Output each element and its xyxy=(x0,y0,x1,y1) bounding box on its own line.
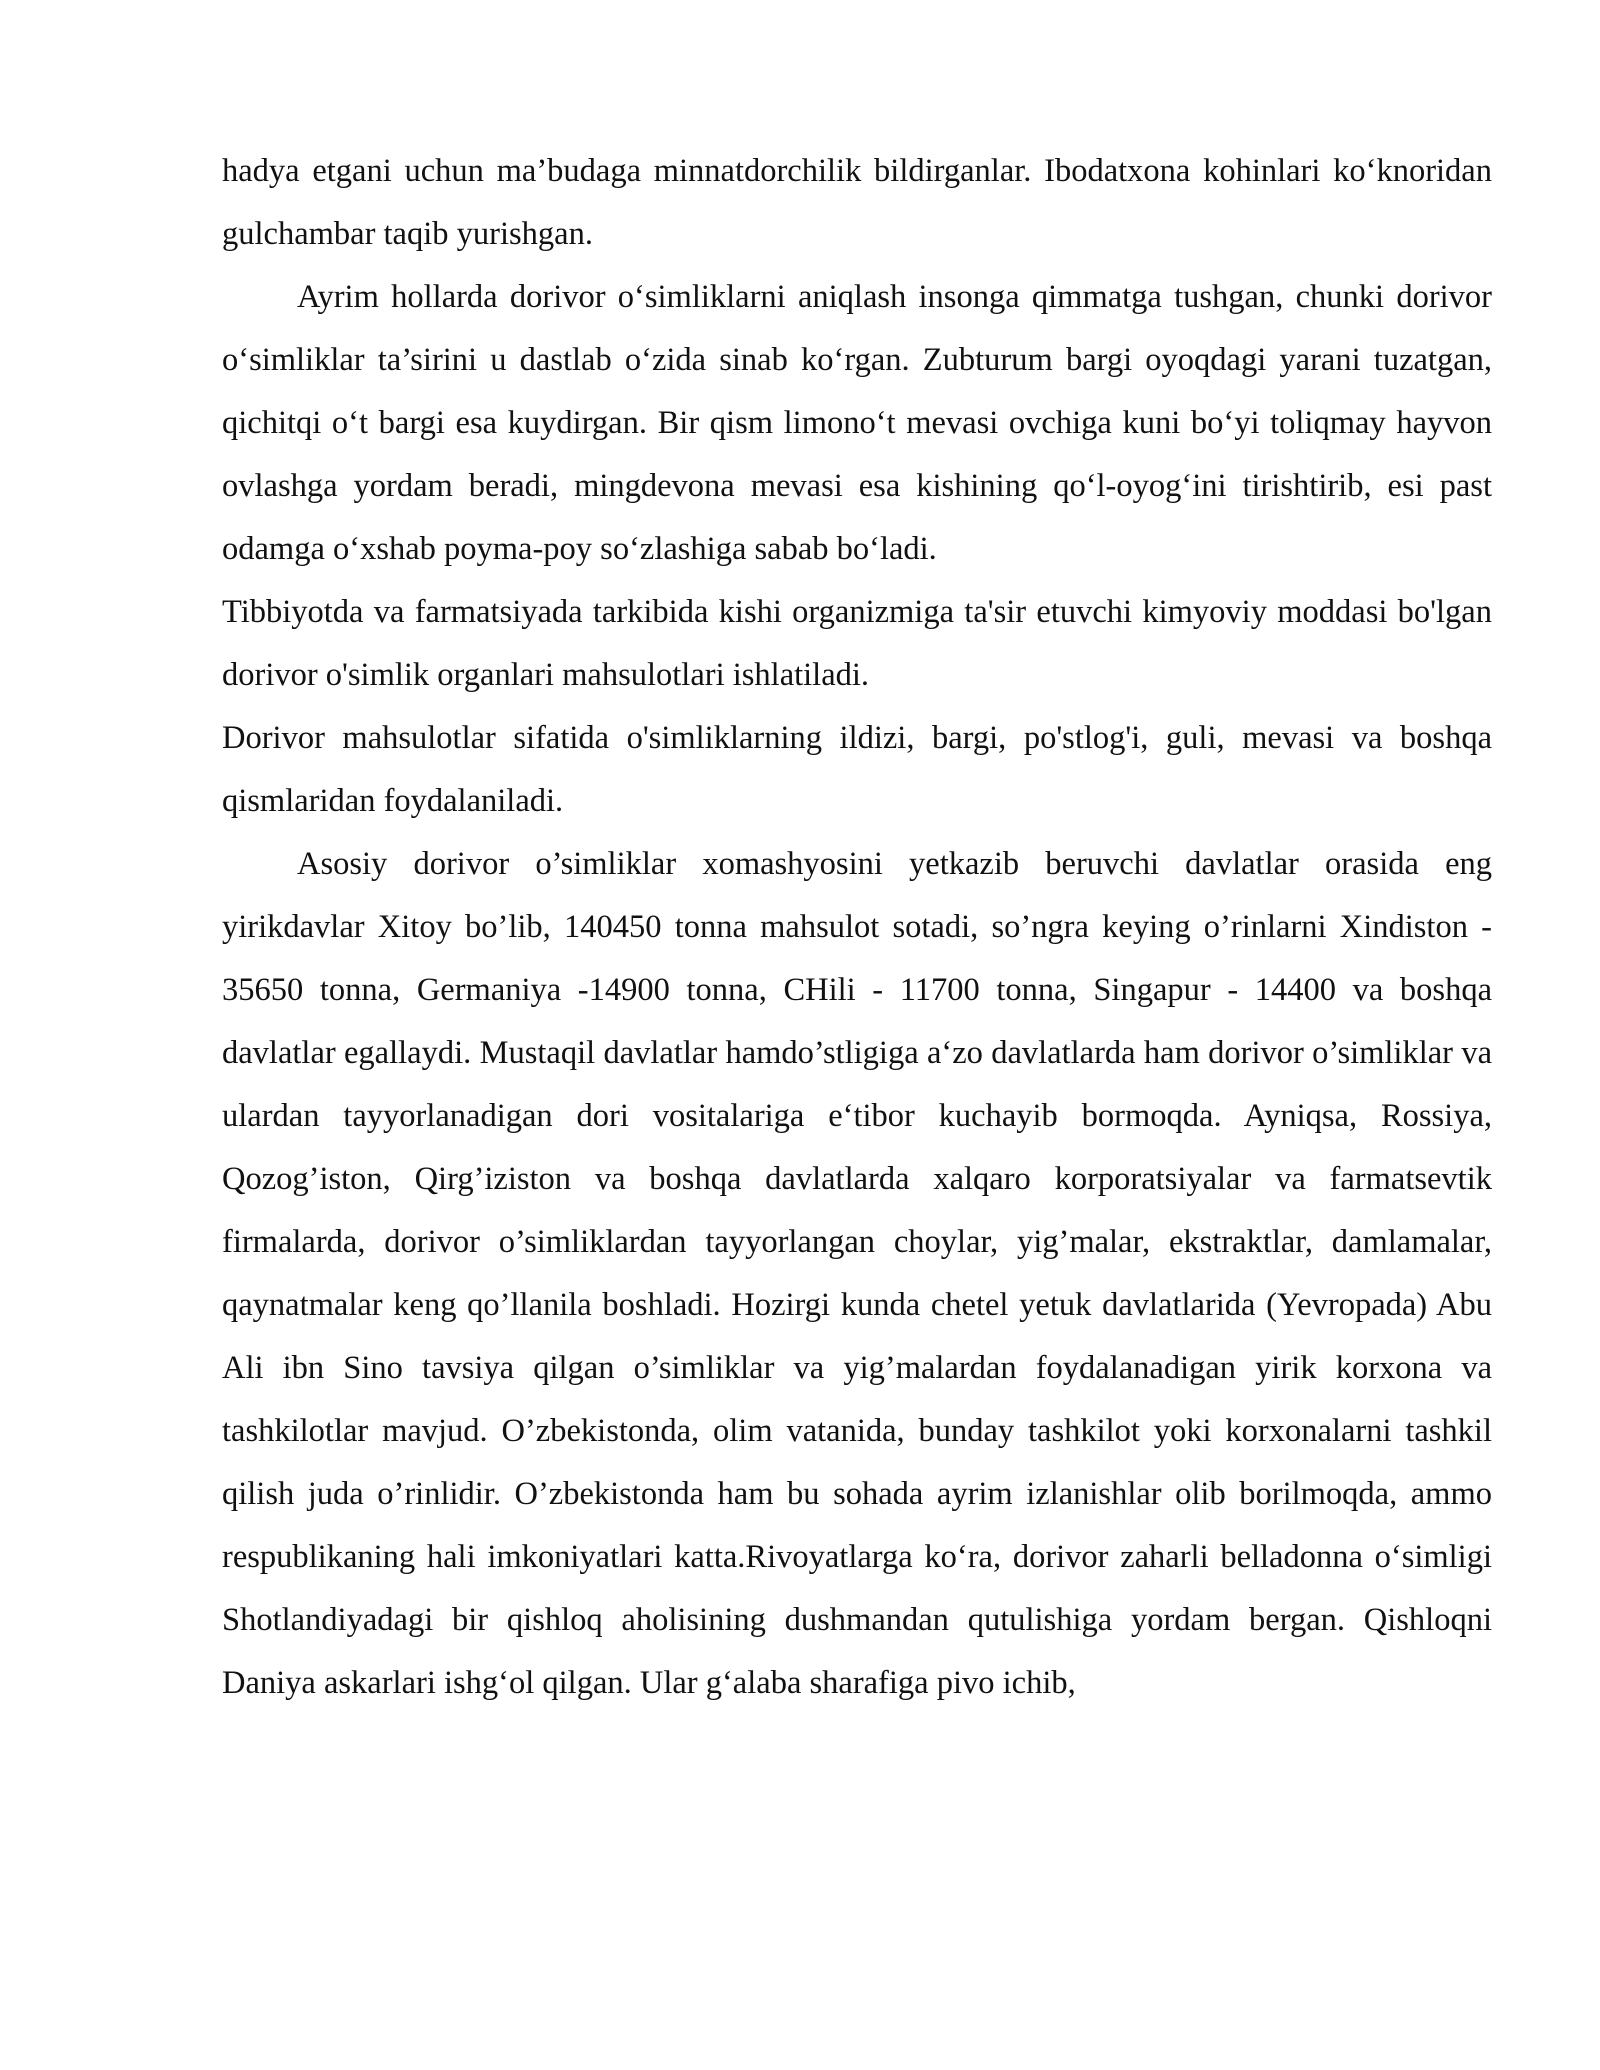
paragraph-1: hadya etgani uchun ma’budaga minnatdorchilik bildirganlar. Ibodatxona kohinlari ko‘knoridan gulchambar taqib yurishgan. xyxy=(222,153,1492,252)
body-text xyxy=(222,140,1492,1715)
paragraph-4: Dorivor mahsulotlar sifatida o'simliklarning ildizi, bargi, po'stlog'i, guli, mevasi va boshqa qismlaridan foydalaniladi. xyxy=(222,720,1492,819)
paragraph-5: Asosiy dorivor o’simliklar xomashyosini yetkazib beruvchi davlatlar orasida eng yirikdavlar Xitoy bo’lib, 140450 tonna mahsulot sotadi, so’ngra keying o’rinlarni Xindiston - 35650 tonna, Germaniya -14900 tonna, CHili - 11700 tonna, Singapur - 14400 va boshqa davlatlar egallaydi. Mustaqil davlatlar hamdo’stligiga a‘zo davlatlarda ham dorivor o’simliklar va ulardan tayyorlanadigan dori vositalariga e‘tibor kuchayib bormoqda. Ayniqsa, Rossiya, Qozog’iston, Qirg’iziston va boshqa davlatlarda xalqaro korporatsiyalar va farmatsevtik firmalarda, dorivor o’simliklardan tayyorlangan choylar, yig’malar, ekstraktlar, damlamalar, qaynatmalar keng qo’llanila boshladi. Hozirgi kunda chetel yetuk davlatlarida (Yevropada) Abu Ali ibn Sino tavsiya qilgan o’simliklar va yig’malardan foydalanadigan yirik korxona va tashkilotlar mavjud. O’zbekistonda, olim vatanida, bunday tashkilot yoki korxonalarni tashkil qilish juda o’rinlidir. O’zbekistonda ham bu sohada ayrim izlanishlar olib borilmoqda, ammo respublikaning hali imkoniyatlari katta.Rivoyatlarga ko‘ra, dorivor zaharli belladonna o‘simligi Shotlandiyadagi bir qishloq aholisining dushmandan qutulishiga yordam bergan. Qishloqni Daniya askarlari ishg‘ol qilgan. Ular g‘alaba sharafiga pivo ichib, xyxy=(222,846,1492,1701)
paragraph-2: Ayrim hollarda dorivor o‘simliklarni aniqlash insonga qimmatga tushgan, chunki dorivor o‘simliklar ta’sirini u dastlab o‘zida sinab ko‘rgan. Zubturum bargi oyoqdagi yarani tuzatgan, qichitqi o‘t bargi esa kuydirgan. Bir qism limono‘t mevasi ovchiga kuni bo‘yi toliqmay hayvon ovlashga yordam beradi, mingdevona mevasi esa kishining qo‘l-oyog‘ini tirishtirib, esi past odamga o‘xshab poyma-poy so‘zlashiga sabab bo‘ladi. xyxy=(222,279,1492,567)
paragraph-3: Tibbiyotda va farmatsiyada tarkibida kishi organizmiga ta'sir etuvchi kimyoviy moddasi bo'lgan dorivor o'simlik organlari mahsulotlari ishlatiladi. xyxy=(222,594,1492,693)
